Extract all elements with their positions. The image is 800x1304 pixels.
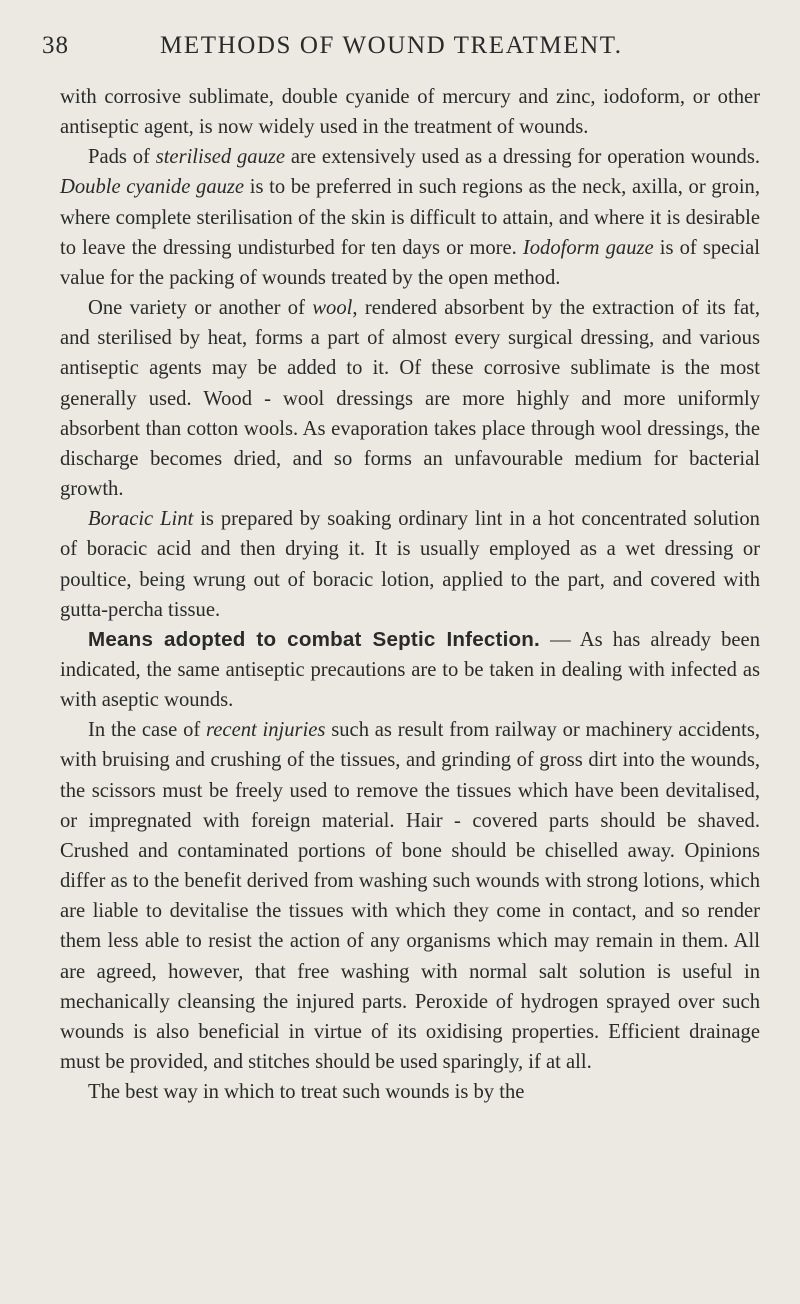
text-run: is prepared by soaking ordinary lint in a hot concentrated solution of boracic acid and then drying it. It is usually employed as a wet dressing or poultice, being wrung out of boracic lotion, applied to the part, and covered with gutta-percha tissue. [60, 508, 760, 621]
term-iodoform-gauze: Iodoform gauze [522, 236, 654, 259]
paragraph-septic-infection [60, 625, 760, 715]
term-sterilised-gauze: sterilised gauze [155, 146, 286, 169]
page-number: 38 [42, 32, 69, 59]
text-run: — As has already been indicated, the same antiseptic precautions are to be taken in dealing with infected as with aseptic wounds. [60, 628, 760, 712]
paragraph-gauze [60, 142, 760, 293]
running-title: METHODS OF WOUND TREATMENT. [160, 32, 623, 59]
term-wool: wool [312, 297, 353, 320]
running-head [42, 30, 758, 70]
text-run: Pads of [88, 146, 156, 169]
text-run: , rendered absorbent by the extraction of its fat, and sterilised by heat, forms a part of almost every surgical dressing, and various antiseptic agents may be added to it. Of these corrosive sublimate is the most generally used. Wood - wool dressings are more highly and more uniformly absorbent than cotton wools. As evaporation takes place through wool dressings, the discharge becomes dried, and so forms an unfavourable medium for bacterial growth. [60, 297, 760, 501]
text-run: such as result from railway or machinery accidents, with bruising and crushing of the tissues, and grinding of gross dirt into the wounds, the scissors must be freely used to remove the tissues which have been devitalised, or impregnated with foreign material. Hair - covered parts should be shaved. Crushed and contaminated portions of bone should be chiselled away. Opinions differ as to the benefit derived from washing such wounds with strong lotions, which are liable to devitalise the tissues with which they come in contact, and so render them less able to resist the action of any organisms which may remain in them. All are agreed, however, that free washing with normal salt solution is useful in mechanically cleansing the injured parts. Peroxide of hydrogen sprayed over such wounds is also beneficial in virtue of its oxidising properties. Efficient drainage must be provided, and stitches should be used sparingly, if at all. [60, 719, 760, 1073]
body-text [60, 82, 760, 1107]
text-run: is of special value for the packing of wounds treated by the open method. [60, 236, 761, 289]
term-recent-injuries: recent injuries [206, 719, 326, 742]
term-double-cyanide-gauze: Double cyanide gauze [60, 176, 245, 199]
term-boracic-lint: Boracic Lint [88, 508, 194, 531]
paragraph-recent-injuries [60, 715, 760, 1077]
text-run: In the case of [88, 719, 207, 742]
text-run: is to be preferred in such regions as the neck, axilla, or groin, where complete sterilisation of the skin is difficult to attain, and where it is desirable to leave the dressing undisturbed for ten days or more. [60, 176, 760, 259]
section-heading: Means adopted to combat Septic Infection. [88, 627, 540, 651]
paragraph-wool [60, 293, 760, 504]
paragraph-antiseptic-agents: with corrosive sublimate, double cyanide of mercury and zinc, iodoform, or other antiseptic agent, is now widely used in the treatment of wounds. [60, 86, 760, 139]
paragraph-boracic-lint [60, 504, 760, 625]
text-run: are extensively used as a dressing for operation wounds. [285, 146, 761, 169]
paragraph-best-way: The best way in which to treat such wounds is by the [88, 1081, 525, 1104]
text-run: One variety or another of [88, 297, 313, 320]
